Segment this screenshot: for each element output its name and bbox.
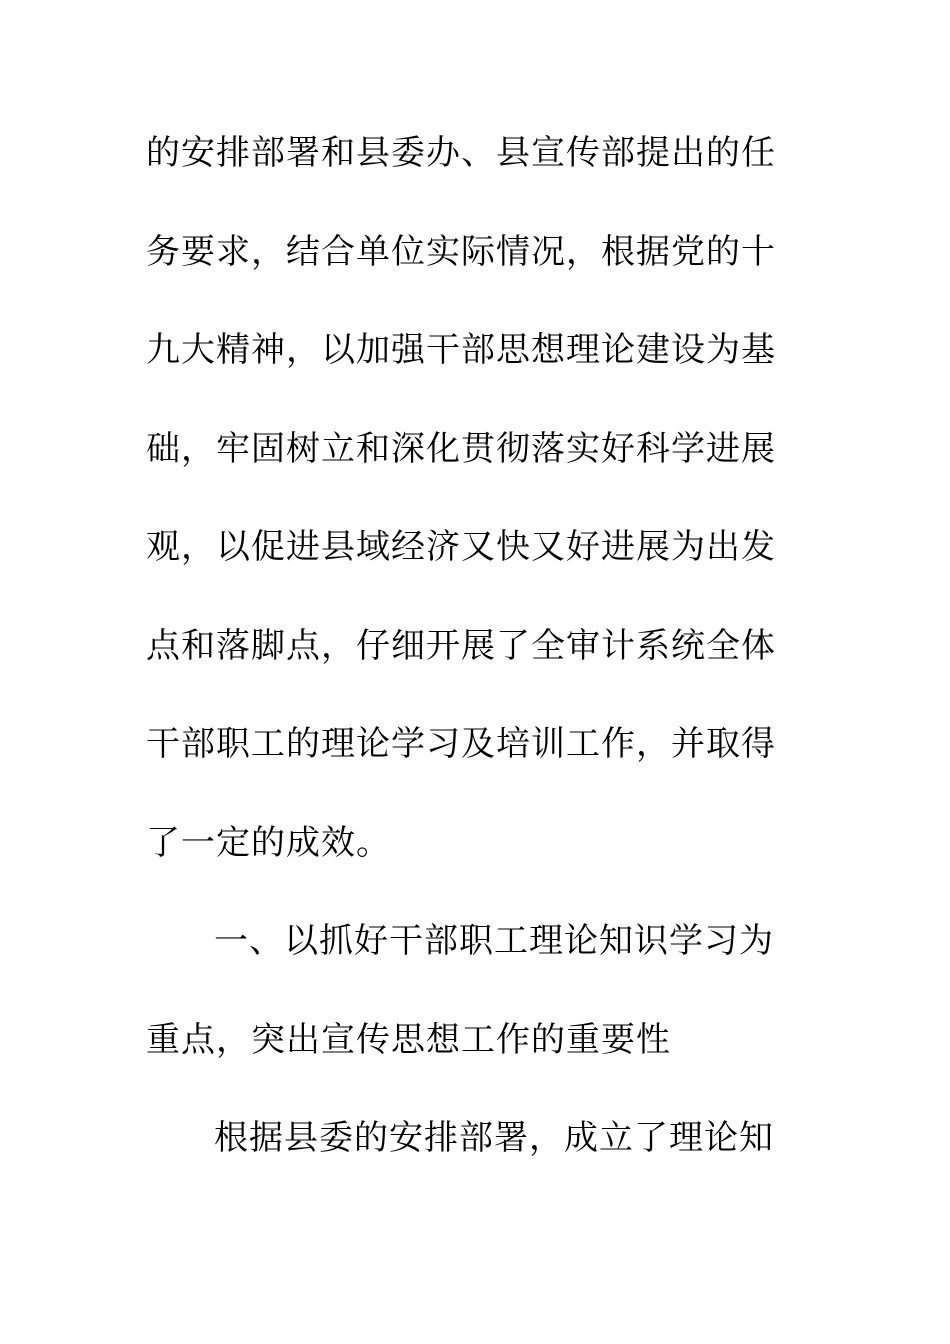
body-text-line: 九大精神，以加强干部思想理论建设为基 [146, 330, 776, 370]
body-text-line: 了一定的成效。 [146, 822, 391, 863]
body-text-line: 务要求，结合单位实际情况，根据党的十 [146, 231, 776, 272]
body-text-line: 根据县委的安排部署，成立了理论知 [214, 1118, 774, 1158]
body-text-line: 点和落脚点，仔细开展了全审计系统全体 [146, 625, 776, 666]
body-text-line: 的安排部署和县委办、县宣传部提出的任 [146, 133, 776, 173]
section-heading-line: 重点，突出宣传思想工作的重要性 [146, 1019, 671, 1060]
section-heading-line: 一、以抓好干部职工理论知识学习为 [214, 921, 774, 961]
document-body [146, 125, 806, 1209]
body-text-line: 础，牢固树立和深化贯彻落实好科学进展 [146, 428, 776, 469]
body-text-line: 观，以促进县域经济又快又好进展为出发 [146, 527, 776, 567]
body-text-line: 干部职工的理论学习及培训工作，并取得 [146, 724, 776, 764]
